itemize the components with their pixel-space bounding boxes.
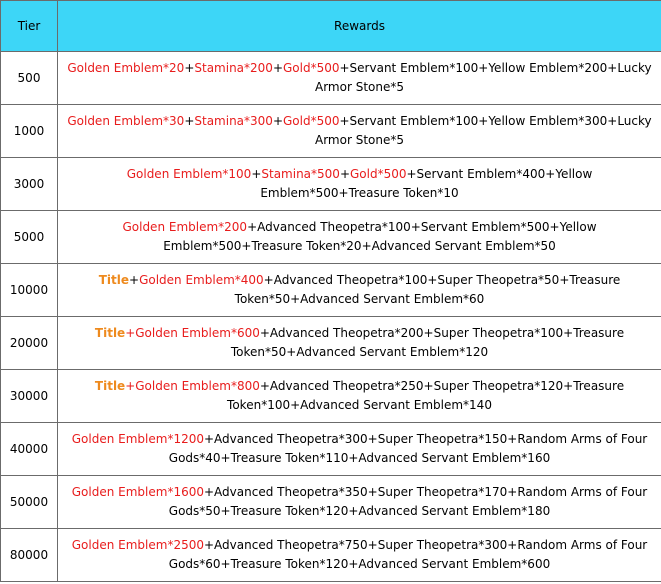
reward-text: + [184,114,195,128]
reward-text: + [272,61,283,75]
reward-text: Title [94,326,126,340]
reward-text: Golden Emblem*20 [67,61,185,75]
table-row [1,211,661,264]
rewards-cell [58,317,661,370]
reward-text: Stamina*200 [194,61,273,75]
tier-cell: 10000 [1,264,58,317]
reward-text: Golden Emblem*2500 [71,538,204,552]
reward-text: Golden Emblem*100 [126,167,252,181]
reward-text: + [339,167,350,181]
reward-text: +Servant Emblem*100+Yellow Emblem*300+Lucky Armor Stone*5 [315,114,652,147]
rewards-cell [58,105,661,158]
rewards-cell [58,211,661,264]
reward-text: Stamina*500 [261,167,340,181]
tier-cell: 30000 [1,370,58,423]
reward-text: + [129,273,140,287]
rewards-cell [58,476,661,529]
rewards-cell [58,264,661,317]
rewards-cell [58,370,661,423]
reward-text: Title [94,379,126,393]
table-row [1,529,661,582]
tier-header: Tier [1,1,58,52]
rewards-cell [58,52,661,105]
reward-text: Golden Emblem*200 [122,220,248,234]
reward-text: + [251,167,262,181]
rewards-header: Rewards [58,1,661,52]
reward-text: +Advanced Theopetra*350+Super Theopetra*170+Random Arms of Four Gods*50+Treasure Token*120+Advanced Servant Emblem*180 [168,485,648,518]
table-row [1,476,661,529]
reward-text: Stamina*300 [194,114,273,128]
reward-text: +Advanced Theopetra*750+Super Theopetra*300+Random Arms of Four Gods*60+Treasure Token*120+Advanced Servant Emblem*600 [168,538,648,571]
table-row [1,105,661,158]
reward-text: Golden Emblem*30 [67,114,185,128]
table-body [1,52,661,582]
reward-text: + [184,61,195,75]
reward-text: Gold*500 [350,167,407,181]
tier-cell: 40000 [1,423,58,476]
reward-text: Gold*500 [283,114,340,128]
reward-text: Golden Emblem*400 [139,273,264,287]
reward-text: +Advanced Theopetra*250+Super Theopetra*120+Treasure Token*100+Advanced Servant Emblem*140 [227,379,625,412]
tier-cell: 1000 [1,105,58,158]
table-row [1,52,661,105]
reward-text: +Servant Emblem*400+Yellow Emblem*500+Treasure Token*10 [260,167,593,200]
tier-cell: 20000 [1,317,58,370]
reward-text: +Golden Emblem*800 [125,379,260,393]
reward-text: + [272,114,283,128]
table-row [1,317,661,370]
header-row [1,1,661,52]
table-row [1,423,661,476]
rewards-cell [58,423,661,476]
tier-cell: 50000 [1,476,58,529]
reward-text: Title [98,273,130,287]
reward-text: Golden Emblem*1600 [71,485,204,499]
tier-cell: 3000 [1,158,58,211]
reward-text: Gold*500 [283,61,340,75]
reward-text: +Advanced Theopetra*100+Servant Emblem*500+Yellow Emblem*500+Treasure Token*20+Advanced Servant Emblem*50 [163,220,597,253]
rewards-cell [58,158,661,211]
reward-text: +Advanced Theopetra*100+Super Theopetra*50+Treasure Token*50+Advanced Servant Emblem*60 [234,273,621,306]
tier-cell: 80000 [1,529,58,582]
rewards-cell [58,529,661,582]
reward-text: +Servant Emblem*100+Yellow Emblem*200+Lucky Armor Stone*5 [315,61,652,94]
reward-text: +Advanced Theopetra*200+Super Theopetra*100+Treasure Token*50+Advanced Servant Emblem*120 [230,326,625,359]
table-row [1,370,661,423]
tier-cell: 5000 [1,211,58,264]
table-row [1,158,661,211]
tier-cell: 500 [1,52,58,105]
table-row [1,264,661,317]
reward-text: +Golden Emblem*600 [125,326,260,340]
reward-text: +Advanced Theopetra*300+Super Theopetra*150+Random Arms of Four Gods*40+Treasure Token*110+Advanced Servant Emblem*160 [168,432,648,465]
reward-text: Golden Emblem*1200 [71,432,204,446]
